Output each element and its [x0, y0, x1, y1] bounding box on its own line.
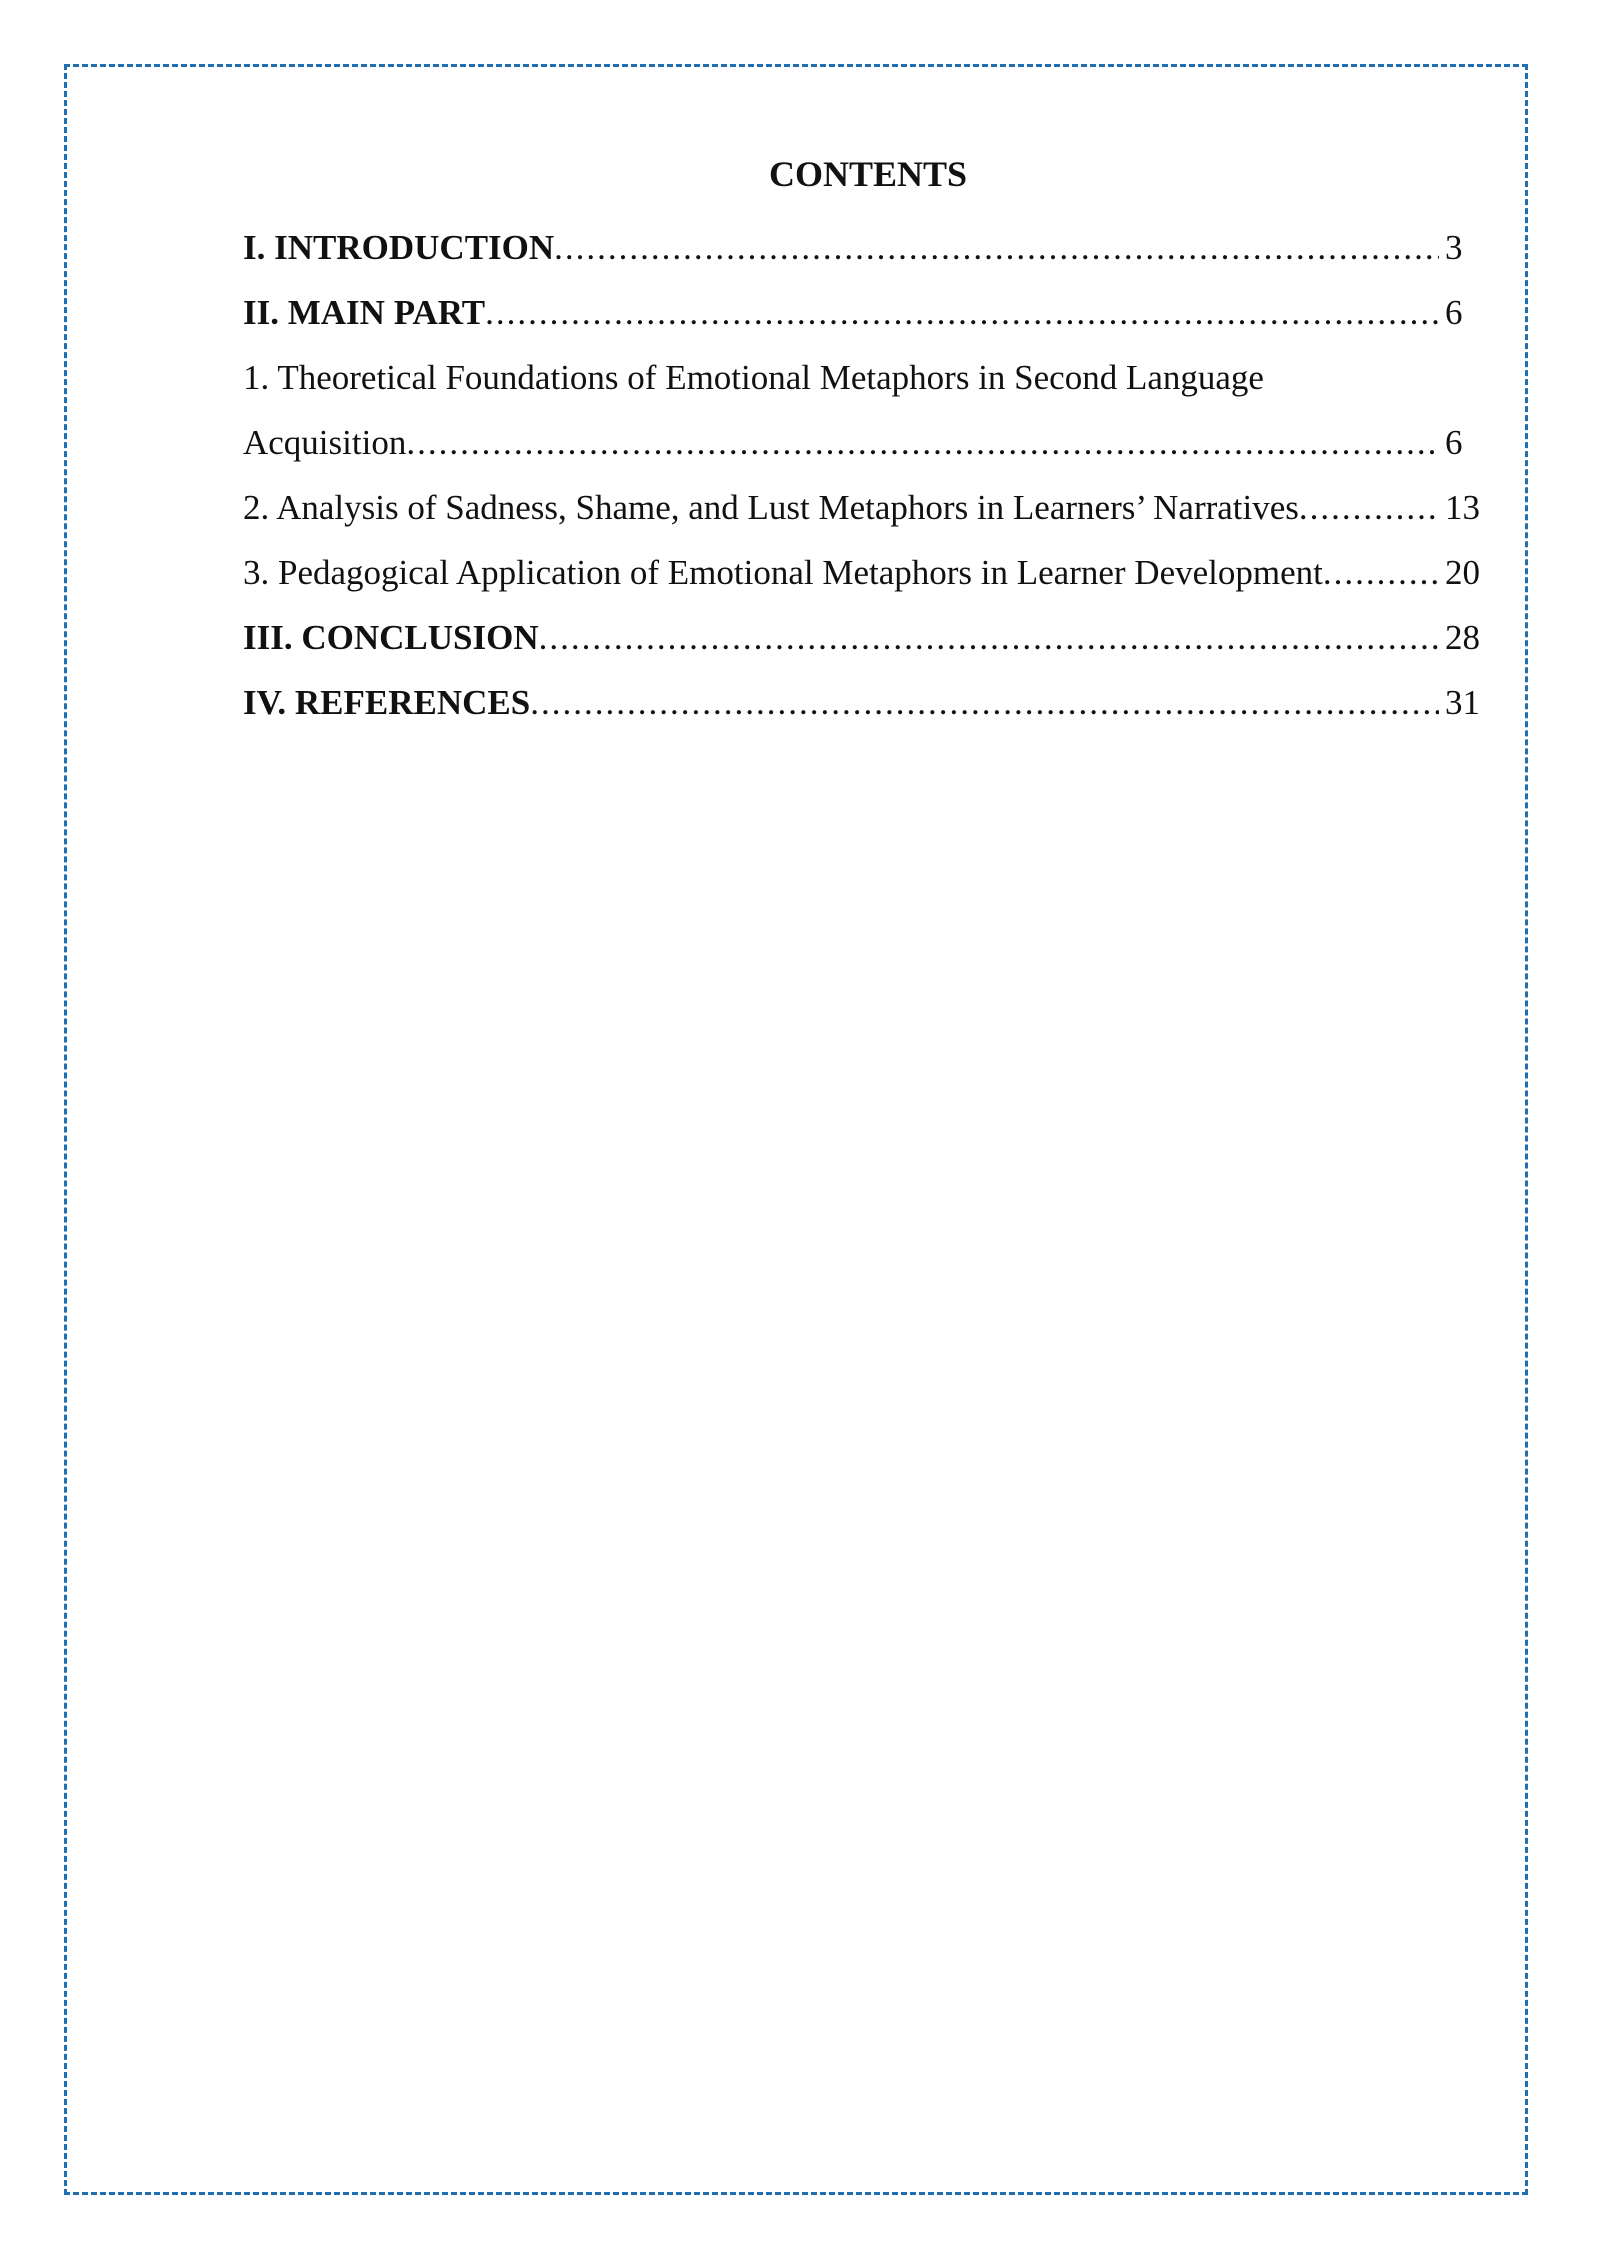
toc-entry-references[interactable] — [243, 670, 1483, 735]
toc-entry-label: 1. Theoretical Foundations of Emotional Metaphors in Second Language — [243, 358, 1264, 397]
table-of-contents — [243, 150, 1483, 735]
toc-entry-page: 3 — [1445, 228, 1463, 267]
toc-entry-label: I. INTRODUCTION — [243, 228, 555, 267]
toc-leader-dots — [554, 215, 1439, 280]
toc-entry-theoretical-foundations[interactable] — [243, 410, 1483, 475]
toc-entry-pedagogical-application[interactable] — [243, 540, 1483, 605]
toc-entry-label: Acquisition — [243, 423, 407, 462]
toc-entry-page: 20 — [1445, 553, 1480, 592]
toc-entry-label: 3. Pedagogical Application of Emotional Metaphors in Learner Development — [243, 553, 1323, 592]
toc-entry-page: 28 — [1445, 618, 1480, 657]
toc-entry-analysis[interactable] — [243, 475, 1483, 540]
toc-entry-label: 2. Analysis of Sadness, Shame, and Lust Metaphors in Learners’ Narratives — [243, 488, 1299, 527]
toc-leader-dots — [539, 605, 1439, 670]
toc-entry-main-part[interactable] — [243, 280, 1483, 345]
toc-entry-page: 6 — [1445, 423, 1463, 462]
toc-entry-theoretical-foundations-line1[interactable] — [243, 345, 1483, 410]
toc-leader-dots — [406, 410, 1439, 475]
toc-leader-dots — [485, 280, 1439, 345]
toc-entry-introduction[interactable] — [243, 215, 1483, 280]
toc-entry-page: 31 — [1445, 683, 1480, 722]
toc-title: CONTENTS — [768, 154, 968, 194]
toc-entry-label: IV. REFERENCES — [243, 683, 531, 722]
toc-entry-label: II. MAIN PART — [243, 293, 486, 332]
toc-entry-conclusion[interactable] — [243, 605, 1483, 670]
toc-leader-dots — [530, 670, 1439, 735]
toc-leader-dots — [1323, 540, 1439, 605]
toc-entry-label: III. CONCLUSION — [243, 618, 539, 657]
toc-entry-page: 6 — [1445, 293, 1463, 332]
toc-leader-dots — [1299, 475, 1439, 540]
toc-entry-page: 13 — [1445, 488, 1480, 527]
